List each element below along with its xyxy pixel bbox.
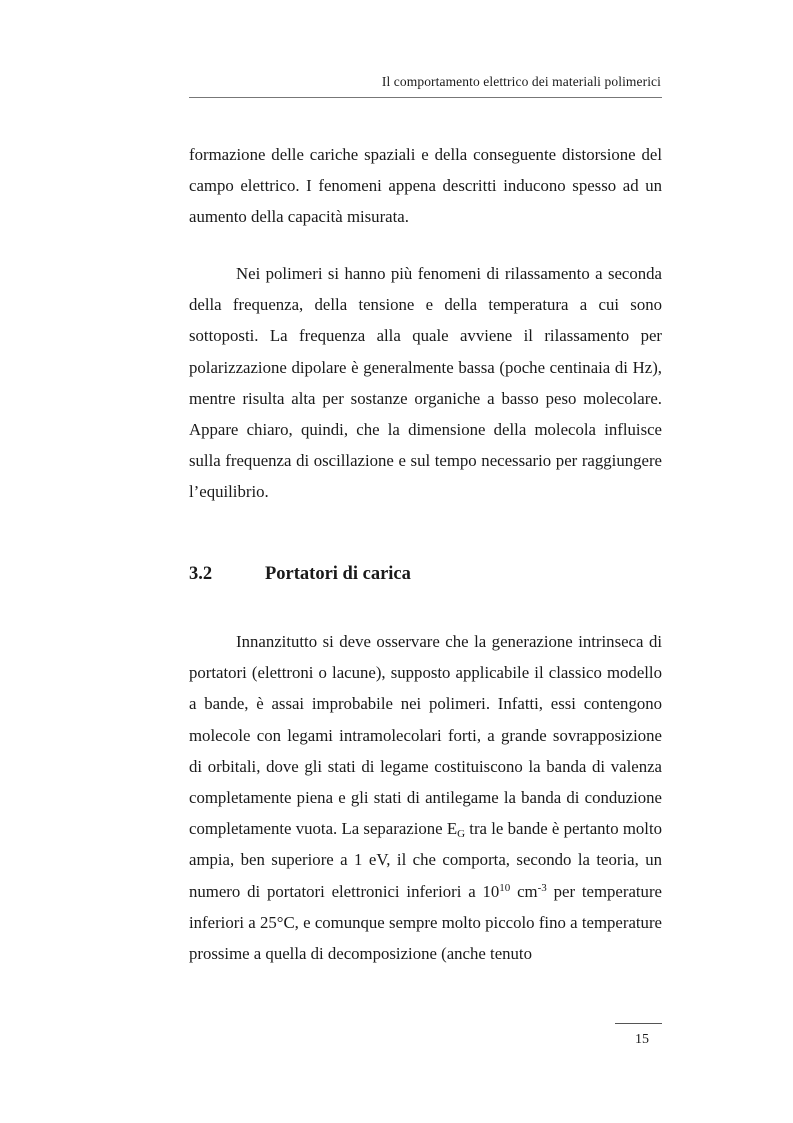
- paragraph: [189, 626, 662, 969]
- paragraph-text: Nei polimeri si hanno più fenomeni di rilassamento a seconda della frequenza, della tensione e della temperatura a cui sono sottoposti. La frequenza alla quale avviene il rilassamento per polarizzazione dipolare è generalmente bassa (poche centinaia di Hz), mentre risulta alta per sostanze organiche a basso peso molecolare. Appare chiaro, quindi, che la dimensione della molecola influisce sulla frequenza di oscillazione e sul tempo necessario per raggiungere l’equilibrio.: [189, 264, 662, 502]
- paragraph-text-part: tra le bande è pertanto molto ampia, ben superiore a 1 eV, il che comporta, secondo la teoria, un numero di portatori elettronici inferiori a 10: [189, 819, 662, 901]
- footer-rule: [615, 1023, 662, 1024]
- section-heading: [189, 564, 411, 585]
- section-title: Portatori di carica: [265, 564, 411, 584]
- paragraph: [189, 258, 662, 508]
- superscript-exponent: 10: [499, 881, 511, 894]
- superscript-exponent: -3: [537, 881, 547, 894]
- paragraph-text-part: per temperature inferiori a 25°C, e comunque sempre molto piccolo fino a temperature prossime a quella di decomposizione (anche tenuto: [189, 881, 662, 964]
- paragraph-text-part: Innanzitutto si deve osservare che la generazione intrinseca di portatori (elettroni o lacune), supposto applicabile il classico modello a bande, è assai improbabile nei polimeri. Infatti, essi contengono molecole con legami intramolecolari forti, a grande sovrapposizione di orbitali, dove gli stati di legame costituiscono la banda di valenza completamente piena e gli stati di antilegame la banda di conduzione completamente vuota. La separazione E: [189, 632, 662, 839]
- running-header: Il comportamento elettrico dei materiali polimerici: [381, 74, 661, 89]
- paragraph: [189, 139, 662, 233]
- section-number: 3.2: [189, 564, 213, 584]
- page-number: 15: [635, 1032, 649, 1047]
- header-rule: [189, 97, 662, 98]
- paragraph-text: [189, 626, 662, 969]
- paragraph-text-part: cm: [510, 881, 538, 901]
- paragraph-text: formazione delle cariche spaziali e della conseguente distorsione del campo elettrico. I fenomeni appena descritti inducono spesso ad un aumento della capacità misurata.: [189, 145, 662, 227]
- subscript-g: G: [457, 828, 466, 841]
